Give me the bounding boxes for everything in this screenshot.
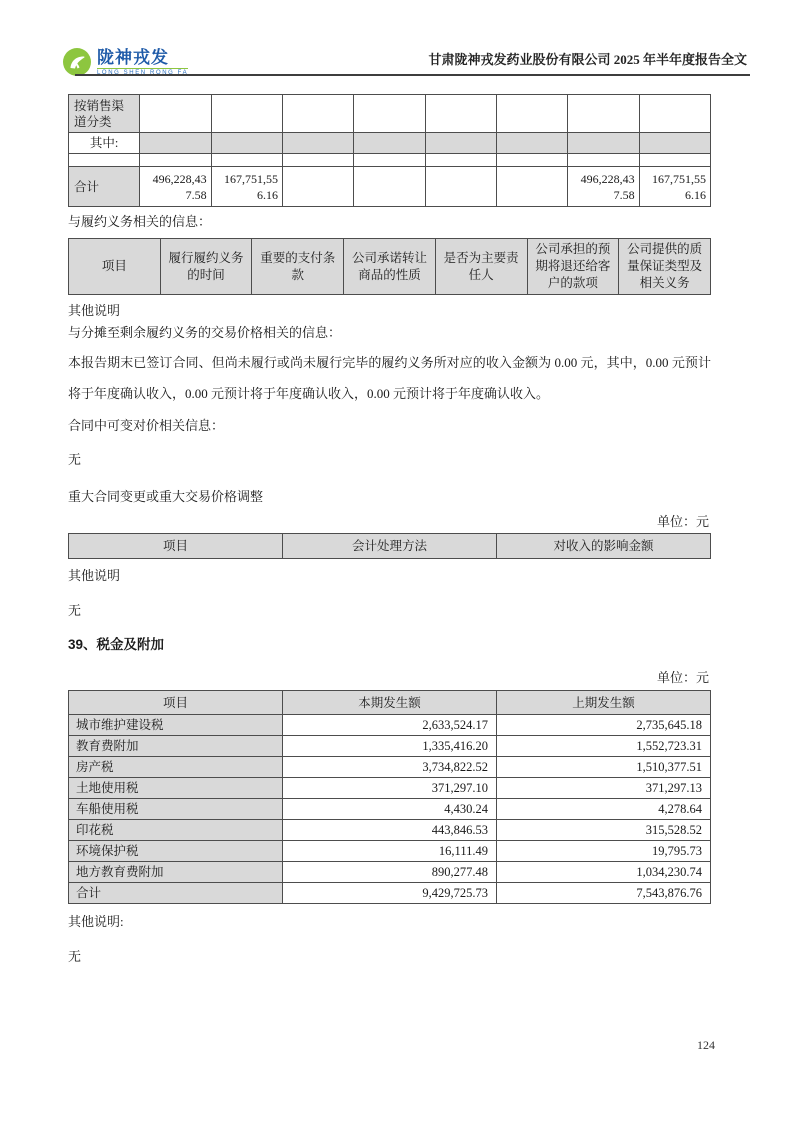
page-header [0,0,793,76]
header-cell: 公司提供的质量保证类型及相关义务 [619,239,711,295]
header-cell: 公司承担的预期将退还给客户的款项 [527,239,619,295]
empty-cell [354,167,425,207]
value-cell: 371,297.13 [497,778,711,799]
section-heading-tax: 39、税金及附加 [68,637,165,652]
row-label-cell: 印花税 [69,820,283,841]
table-row [69,715,711,736]
price-adjustment-table [68,533,711,559]
empty-cell [354,154,425,167]
empty-cell [425,133,496,154]
empty-cell [211,133,282,154]
variable-consideration-label: 合同中可变对价相关信息： [68,418,225,433]
empty-cell [354,95,425,133]
value-cell: 890,277.48 [283,862,497,883]
performance-info-label: 与履约义务相关的信息： [68,214,212,229]
row-label-cell: 城市维护建设税 [69,715,283,736]
empty-cell [425,95,496,133]
empty-cell [639,95,710,133]
empty-cell [354,133,425,154]
empty-cell [282,133,353,154]
table-row [69,154,711,167]
value-cell: 167,751,556.16 [639,167,710,207]
empty-cell [282,167,353,207]
header-cell: 项目 [69,534,283,559]
row-label-cell: 土地使用税 [69,778,283,799]
empty-cell [140,154,211,167]
logo-text-block [97,47,188,77]
none-text: 无 [68,603,82,618]
page-number: 124 [697,1038,715,1052]
empty-cell [639,154,710,167]
empty-cell [496,167,567,207]
table-row [69,841,711,862]
row-label-cell: 环境保护税 [69,841,283,862]
row-label-cell: 教育费附加 [69,736,283,757]
table-row-total [69,883,711,904]
table-row [69,757,711,778]
none-text: 无 [68,949,82,964]
empty-cell [425,154,496,167]
empty-cell [69,154,140,167]
value-cell: 4,278.64 [497,799,711,820]
value-cell: 371,297.10 [283,778,497,799]
value-cell: 496,228,437.58 [140,167,211,207]
table-row [69,778,711,799]
table-header-row [69,691,711,715]
header-cell: 本期发生额 [283,691,497,715]
table-header-row [69,534,711,559]
row-label-cell: 房产税 [69,757,283,778]
value-cell: 1,552,723.31 [497,736,711,757]
brand-name: 陇神戎发 [97,48,169,67]
empty-cell [211,154,282,167]
page-content [68,94,711,965]
table-row-total [69,167,711,207]
value-cell: 315,528.52 [497,820,711,841]
empty-cell [140,95,211,133]
remaining-obligation-label: 与分摊至剩余履约义务的交易价格相关的信息： [68,325,342,340]
value-cell: 443,846.53 [283,820,497,841]
major-change-label: 重大合同变更或重大交易价格调整 [68,489,264,504]
empty-cell [140,133,211,154]
company-logo [62,47,188,77]
empty-cell [568,154,639,167]
value-cell: 496,228,437.58 [568,167,639,207]
header-cell: 对收入的影响金额 [497,534,711,559]
header-cell: 项目 [69,691,283,715]
unit-label: 单位：元 [656,514,709,529]
unit-label: 单位：元 [656,670,709,685]
empty-cell [639,133,710,154]
empty-cell [496,154,567,167]
value-cell: 2,633,524.17 [283,715,497,736]
header-cell: 是否为主要责任人 [435,239,527,295]
sales-channel-table [68,94,711,207]
empty-cell [282,154,353,167]
table-row [69,799,711,820]
value-cell: 19,795.73 [497,841,711,862]
header-cell: 履行履约义务的时间 [160,239,252,295]
report-title: 甘肃陇神戎发药业股份有限公司 2025 年半年度报告全文 [428,52,747,67]
header-cell: 上期发生额 [497,691,711,715]
table-header-row [69,239,711,295]
row-label-cell: 合计 [69,883,283,904]
empty-cell [496,133,567,154]
table-row [69,820,711,841]
table-row [69,736,711,757]
value-cell: 1,034,230.74 [497,862,711,883]
row-label-cell: 地方教育费附加 [69,862,283,883]
value-cell: 3,734,822.52 [283,757,497,778]
value-cell: 9,429,725.73 [283,883,497,904]
empty-cell [496,95,567,133]
empty-cell [568,133,639,154]
empty-cell [282,95,353,133]
row-label-cell: 车船使用税 [69,799,283,820]
other-note-label: 其他说明 [68,303,121,318]
value-cell: 1,335,416.20 [283,736,497,757]
remaining-obligation-paragraph: 本报告期末已签订合同、但尚未履行或尚未履行完毕的履约义务所对应的收入金额为 0.00 元，其中，0.00 元预计将于年度确认收入，0.00 元预计将于年度确认收入，0.00 元预计将于年度确认收入。 [68,355,711,401]
empty-cell [211,95,282,133]
value-cell: 4,430.24 [283,799,497,820]
header-cell: 重要的支付条款 [252,239,344,295]
row-label-cell: 其中: [69,133,140,154]
header-cell: 公司承诺转让商品的性质 [344,239,436,295]
row-label-cell: 按销售渠道分类 [69,95,140,133]
value-cell: 167,751,556.16 [211,167,282,207]
tax-surcharge-table [68,690,711,904]
header-cell: 会计处理方法 [283,534,497,559]
empty-cell [425,167,496,207]
logo-icon [62,47,92,77]
other-note-label: 其他说明 [68,568,121,583]
table-row [69,862,711,883]
performance-obligation-table [68,238,711,295]
value-cell: 7,543,876.76 [497,883,711,904]
table-row [69,95,711,133]
value-cell: 2,735,645.18 [497,715,711,736]
table-row [69,133,711,154]
value-cell: 16,111.49 [283,841,497,862]
empty-cell [568,95,639,133]
value-cell: 1,510,377.51 [497,757,711,778]
row-label-cell: 合计 [69,167,140,207]
other-note-label: 其他说明: [68,914,124,929]
header-cell: 项目 [69,239,161,295]
none-text: 无 [68,452,82,467]
header-divider [75,74,750,77]
